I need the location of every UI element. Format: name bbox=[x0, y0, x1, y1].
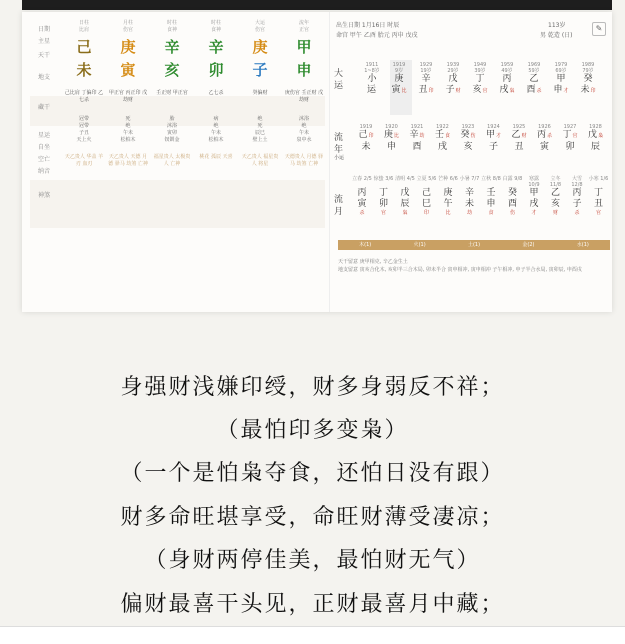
dayun-ten-god: 印 bbox=[590, 88, 596, 94]
dayun-age: 69岁 bbox=[555, 68, 567, 74]
pillar-canggan: 己比肩 丁偏印 乙七杀 bbox=[64, 90, 104, 103]
liuyue-cell[interactable] bbox=[546, 176, 566, 216]
liunian-zhi: 丑 bbox=[514, 142, 524, 152]
liunian-ten-god: 伤 bbox=[470, 133, 476, 139]
liuyue-gan: 甲 bbox=[529, 188, 539, 198]
pillar-xingyun: 死 bbox=[125, 116, 131, 122]
liuyue-ten-god: 杀 bbox=[574, 210, 580, 216]
four-pillars-table bbox=[22, 12, 327, 312]
liunian-gan-char: 甲 bbox=[485, 130, 495, 140]
liuyue-gan: 庚 bbox=[443, 188, 453, 198]
pillar-nayin: 松柏木 bbox=[208, 137, 224, 143]
dayun-age: 1~8岁 bbox=[364, 68, 380, 74]
liunian-label: 流年 bbox=[334, 133, 344, 155]
dayun-zhi-char: 未 bbox=[580, 85, 590, 95]
element-segment[interactable]: 土(1) bbox=[467, 242, 481, 248]
liunian-gan bbox=[354, 130, 378, 142]
pillar-xingyun: 冠带 bbox=[78, 116, 89, 122]
dayun-ten-god: 枭 bbox=[509, 88, 515, 94]
dayun-cell[interactable] bbox=[549, 62, 573, 97]
dayun-ten-god: 财 bbox=[455, 88, 461, 94]
pillar-header: 时柱 bbox=[210, 20, 221, 26]
liuyue-zhi: 卯 bbox=[378, 199, 388, 209]
liunian-ten-god: 官 bbox=[572, 133, 578, 139]
liuyue-gan: 丙 bbox=[572, 188, 582, 198]
pillar-nayin: 泉中水 bbox=[296, 137, 312, 143]
dayun-year: 1911 bbox=[365, 62, 379, 68]
birth-info-header bbox=[330, 12, 613, 46]
row-label-canggan: 藏干 bbox=[38, 104, 51, 111]
note-tiangan bbox=[338, 258, 608, 266]
liuyue-cell[interactable] bbox=[374, 176, 394, 216]
liuyue-cell[interactable] bbox=[589, 176, 609, 216]
dayun-cell[interactable] bbox=[576, 62, 600, 97]
row-label-xingyun: 星运 bbox=[38, 132, 51, 139]
pillar-zizuo: 绝 bbox=[213, 123, 219, 129]
liuyue-ten-god: 食 bbox=[488, 210, 494, 216]
dayun-gan: 丁 bbox=[475, 74, 485, 84]
liuyue-ten-god: 官 bbox=[595, 210, 601, 216]
pillar-shensha: 天乙贵人 华盖 羊刃 血刃 bbox=[64, 154, 104, 167]
note-tiangan-value: 庚甲相克, 辛乙金生土 bbox=[359, 259, 408, 265]
liunian-ten-god: 印 bbox=[368, 133, 374, 139]
pillar-gan: 辛 bbox=[208, 38, 224, 56]
liuyue-ten-god: 财 bbox=[552, 210, 558, 216]
liuyue-zhi: 寅 bbox=[357, 199, 367, 209]
pillar-zhi: 寅 bbox=[120, 61, 136, 79]
liuyue-cell[interactable] bbox=[567, 176, 587, 216]
liuyue-cell[interactable] bbox=[503, 176, 523, 216]
dayun-gan: 戊 bbox=[448, 74, 458, 84]
dayun-zhi-char: 寅 bbox=[391, 85, 401, 95]
row-label-gan: 天干 bbox=[38, 52, 51, 59]
liuyue-date: 清明 4/5 bbox=[395, 176, 415, 182]
pillar-canggan: 甲正官 丙正印 戊劫财 bbox=[108, 90, 148, 103]
pillar-canggan: 乙七杀 bbox=[208, 90, 224, 96]
liunian-zhi: 申 bbox=[386, 142, 396, 152]
pillar-column bbox=[240, 20, 280, 168]
pillar-star: 正官 bbox=[298, 27, 309, 33]
liunian-cell[interactable] bbox=[533, 124, 557, 153]
liunian-year: 1925 bbox=[512, 124, 526, 130]
row-label-nayin: 纳音 bbox=[38, 168, 51, 175]
liunian-gan-char: 丁 bbox=[562, 130, 572, 140]
liuyue-gan: 丙 bbox=[357, 188, 367, 198]
liunian-cell[interactable] bbox=[507, 124, 531, 153]
liunian-zhi: 亥 bbox=[463, 142, 473, 152]
liuyue-cell[interactable] bbox=[417, 176, 437, 216]
pillar-header: 月柱 bbox=[122, 20, 133, 26]
liunian-year: 1924 bbox=[487, 124, 500, 130]
dayun-cell[interactable] bbox=[468, 62, 492, 97]
liuyue-cell[interactable] bbox=[524, 176, 544, 216]
liuyue-ten-god: 枭 bbox=[402, 210, 408, 216]
pillar-gan: 己 bbox=[76, 38, 92, 56]
pillar-column bbox=[108, 20, 148, 168]
liuyue-ten-god: 劫 bbox=[466, 210, 472, 216]
liunian-gan bbox=[482, 130, 506, 142]
dayun-ten-god: 印 bbox=[428, 88, 434, 94]
liuyue-gan: 乙 bbox=[550, 188, 560, 198]
pillar-kongwang: 午未 bbox=[210, 130, 221, 136]
liuyue-date: 立秋 8/8 bbox=[481, 176, 501, 182]
liuyue-date: 寒露 10/9 bbox=[528, 176, 540, 188]
dayun-zhi-char: 酉 bbox=[526, 85, 536, 95]
pillar-kongwang: 寅卯 bbox=[166, 130, 177, 136]
liuyue-cell[interactable] bbox=[438, 176, 458, 216]
pillar-zizuo: 绝 bbox=[301, 123, 307, 129]
dayun-zhi-char: 子 bbox=[445, 85, 455, 95]
liunian-cell[interactable] bbox=[354, 124, 378, 153]
pillar-star: 食神 bbox=[210, 27, 221, 33]
gender-text: 男 乾造 (日) bbox=[540, 32, 573, 39]
liunian-year: 1926 bbox=[538, 124, 551, 130]
pillar-zizuo: 冠带 bbox=[78, 123, 89, 129]
poem-line-2: （最怕印多变枭） bbox=[216, 418, 409, 443]
poem-line-3: （一个是怕枭夺食，还怕日没有跟） bbox=[120, 461, 505, 486]
liuyue-ten-god: 杀 bbox=[359, 210, 365, 216]
liuyue-zhi: 未 bbox=[464, 199, 474, 209]
dayun-age: 59岁 bbox=[528, 68, 540, 74]
row-label-zizuo: 自坐 bbox=[38, 144, 51, 151]
pillar-gan: 庚 bbox=[120, 38, 136, 56]
pillar-header: 流年 bbox=[298, 20, 309, 26]
pillar-shensha: 天德贵人 月德 驿马 劫煞 亡神 bbox=[284, 154, 324, 167]
liunian-gan bbox=[558, 130, 582, 142]
dayun-age: 29岁 bbox=[447, 68, 459, 74]
window-top-bar bbox=[22, 0, 612, 10]
dayun-zhi bbox=[549, 85, 573, 97]
dayun-year: 1919 bbox=[392, 62, 406, 68]
dayun-age: 49岁 bbox=[501, 68, 513, 74]
pillar-canggan: 庚伤官 壬正财 戊劫财 bbox=[284, 90, 324, 103]
dayun-age: 19岁 bbox=[420, 68, 432, 74]
liunian-ten-god: 劫 bbox=[419, 133, 425, 139]
dayun-ten-god: 才 bbox=[563, 88, 569, 94]
element-segment[interactable]: 木(1) bbox=[359, 242, 372, 248]
liunian-ten-god: 财 bbox=[521, 133, 527, 139]
pillar-xingyun: 胎 bbox=[169, 116, 175, 122]
element-segment[interactable]: 水(1) bbox=[576, 242, 589, 248]
liuyue-ten-god: 印 bbox=[423, 210, 429, 216]
dayun-age: 9岁 bbox=[394, 68, 404, 74]
poem-line-6: 偏财最喜干头见，正财最喜月中藏； bbox=[120, 592, 505, 617]
dayun-zhi bbox=[387, 85, 411, 97]
liuyue-cell[interactable] bbox=[481, 176, 501, 216]
liunian-cell[interactable] bbox=[558, 124, 582, 153]
liuyue-date: 大雪 12/8 bbox=[571, 176, 583, 188]
row-label-zhi: 地支 bbox=[38, 74, 51, 81]
dayun-year: 1929 bbox=[419, 62, 433, 68]
liunian-gan bbox=[533, 130, 557, 142]
note-tiangan-key: 天干留意 bbox=[338, 259, 359, 265]
pillar-zizuo: 绝 bbox=[125, 123, 131, 129]
note-dizhi-key: 地支留意 bbox=[338, 267, 359, 273]
liunian-cell[interactable] bbox=[405, 124, 429, 153]
dayun-zhi bbox=[441, 85, 465, 97]
element-segment[interactable]: 火(1) bbox=[413, 242, 426, 248]
liunian-zhi: 辰 bbox=[590, 142, 600, 152]
dayun-year: 1989 bbox=[581, 62, 595, 68]
pillar-star: 伤官 bbox=[254, 27, 265, 33]
pillar-star: 食神 bbox=[166, 27, 177, 33]
edit-icon[interactable]: ✎ bbox=[592, 22, 606, 36]
dayun-zhi bbox=[360, 85, 384, 97]
liuyue-ten-god: 官 bbox=[380, 210, 386, 216]
liuyue-gan: 戊 bbox=[400, 188, 410, 198]
dayun-cell[interactable] bbox=[495, 62, 519, 97]
pillar-star: 伤官 bbox=[122, 27, 133, 33]
liuyue-gan: 己 bbox=[421, 188, 431, 198]
dayun-gan: 小 bbox=[367, 74, 377, 84]
poem-line-5: （身财两停佳美，最怕财无气） bbox=[144, 548, 481, 573]
dayun-age: 39岁 bbox=[474, 68, 486, 74]
liuyue-zhi: 酉 bbox=[507, 199, 517, 209]
liunian-ten-god: 比 bbox=[394, 133, 400, 139]
pillar-xingyun: 病 bbox=[213, 116, 219, 122]
liunian-gan-char: 庚 bbox=[383, 130, 393, 140]
pillar-zhi: 子 bbox=[252, 61, 268, 79]
pillar-shensha: 福星贵人 太极贵人 亡神 bbox=[153, 154, 191, 167]
row-label-star: 主星 bbox=[38, 38, 51, 45]
liunian-year: 1919 bbox=[359, 124, 373, 130]
dayun-cell[interactable] bbox=[414, 62, 438, 97]
dayun-zhi bbox=[495, 85, 519, 97]
liuyue-date: 惊蛰 3/6 bbox=[373, 176, 394, 182]
dayun-zhi-char: 戌 bbox=[499, 85, 509, 95]
liuyue-gan: 壬 bbox=[486, 188, 496, 198]
pillar-shensha: 天乙贵人 天德 月德 驿马 劫煞 亡神 bbox=[108, 154, 148, 167]
pillar-canggan: 壬正财 甲正官 bbox=[156, 90, 188, 96]
liunian-ten-god: 枭 bbox=[598, 133, 604, 139]
dayun-gan: 庚 bbox=[394, 74, 404, 84]
liuyue-date: 立夏 5/6 bbox=[416, 176, 437, 182]
pillar-column bbox=[284, 20, 324, 168]
dayun-zhi-char: 申 bbox=[553, 85, 563, 95]
dayun-gan: 癸 bbox=[583, 74, 593, 84]
dayun-zhi bbox=[414, 85, 438, 97]
liunian-year: 1921 bbox=[410, 124, 424, 130]
liuyue-zhi: 丑 bbox=[593, 199, 603, 209]
liuyue-zhi: 戌 bbox=[529, 199, 539, 209]
liunian-zhi: 酉 bbox=[412, 142, 422, 152]
liuyue-label: 流月 bbox=[334, 195, 344, 217]
liunian-year: 1922 bbox=[436, 124, 449, 130]
pillar-nayin: 钗钏金 bbox=[164, 137, 180, 143]
pillar-kongwang: 辰巳 bbox=[254, 130, 265, 136]
liunian-gan bbox=[584, 130, 608, 142]
pillar-column bbox=[152, 20, 192, 168]
liunian-zhi: 未 bbox=[361, 142, 371, 152]
pillar-zizuo: 死 bbox=[257, 123, 263, 129]
liuyue-zhi: 申 bbox=[486, 199, 496, 209]
pillar-header: 时柱 bbox=[166, 20, 177, 26]
dayun-gan: 辛 bbox=[421, 74, 431, 84]
poem-line-1: 身强财浅嫌印绶，财多身弱反不祥； bbox=[120, 375, 505, 400]
pillar-nayin: 壁上土 bbox=[252, 137, 268, 143]
shensha-band bbox=[30, 180, 325, 228]
liuyue-ten-god: 伤 bbox=[509, 210, 515, 216]
pillar-zizuo: 沐浴 bbox=[166, 123, 177, 129]
liuyue-gan: 辛 bbox=[464, 188, 474, 198]
pillar-zhi: 未 bbox=[76, 61, 92, 79]
dayun-ten-god: 杀 bbox=[536, 88, 542, 94]
liuyue-date: 立春 2/5 bbox=[352, 176, 372, 182]
liunian-year: 1920 bbox=[385, 124, 398, 130]
five-elements-bar bbox=[338, 240, 610, 250]
dayun-year: 1959 bbox=[500, 62, 514, 68]
dayun-year: 1939 bbox=[446, 62, 460, 68]
dayun-gan: 甲 bbox=[556, 74, 566, 84]
dayun-year: 1969 bbox=[527, 62, 541, 68]
liuyue-date: 白露 9/8 bbox=[502, 176, 523, 182]
pillar-nayin: 天上火 bbox=[76, 137, 92, 143]
pillar-gan: 庚 bbox=[252, 38, 268, 56]
liuyue-cell[interactable] bbox=[460, 176, 480, 216]
birth-info-line1: 出生日期 1月16日 时辰 bbox=[336, 22, 400, 29]
pillar-kongwang: 午未 bbox=[122, 130, 133, 136]
pillar-gan: 辛 bbox=[164, 38, 180, 56]
liuyue-gan: 丁 bbox=[378, 188, 388, 198]
liunian-gan-char: 癸 bbox=[460, 130, 470, 140]
bazi-chart-panel bbox=[22, 12, 612, 312]
liunian-gan bbox=[507, 130, 531, 142]
liunian-cell[interactable] bbox=[431, 124, 455, 153]
dayun-year: 1979 bbox=[554, 62, 568, 68]
pillar-column bbox=[64, 20, 104, 168]
element-segment[interactable]: 金(2) bbox=[522, 242, 535, 248]
pillar-gan: 甲 bbox=[296, 38, 312, 56]
luck-pillars-panel bbox=[329, 12, 613, 312]
liuyue-ten-god: 比 bbox=[445, 210, 451, 216]
liunian-cell[interactable] bbox=[380, 124, 404, 153]
liunian-year: 1928 bbox=[589, 124, 602, 130]
dayun-cell[interactable] bbox=[360, 62, 384, 97]
pillar-nayin: 松柏木 bbox=[120, 137, 136, 143]
liuyue-cell[interactable] bbox=[395, 176, 415, 216]
dayun-gan: 乙 bbox=[529, 74, 539, 84]
liunian-gan bbox=[405, 130, 429, 142]
note-dizhi-value: 寅亥合化木, 亥卯半三合木局, 卯未半合 寅申相冲, 寅申相冲 子午相冲, 申子半合水局, 寅卯辰, 申酉戌 bbox=[359, 267, 582, 273]
note-dizhi bbox=[338, 266, 608, 274]
liuyue-date: 立冬 11/8 bbox=[549, 176, 562, 188]
liunian-gan-char: 乙 bbox=[511, 130, 521, 140]
liuyue-zhi: 午 bbox=[443, 199, 453, 209]
row-label-shensha: 神煞 bbox=[38, 192, 51, 199]
dayun-gan: 丙 bbox=[502, 74, 512, 84]
liunian-year: 1923 bbox=[461, 124, 475, 130]
liuyue-ten-god: 才 bbox=[531, 210, 537, 216]
dayun-zhi bbox=[468, 85, 492, 97]
liuyue-date: 小寒 1/6 bbox=[588, 176, 609, 182]
dayun-zhi-char: 丑 bbox=[418, 85, 428, 95]
liunian-cell[interactable] bbox=[482, 124, 506, 153]
liunian-ten-god: 才 bbox=[496, 133, 502, 139]
pillar-xingyun: 沐浴 bbox=[298, 116, 309, 122]
liuyue-zhi: 巳 bbox=[421, 199, 431, 209]
bottom-bar bbox=[0, 626, 625, 644]
dayun-zhi bbox=[576, 85, 600, 97]
liuyue-cell[interactable] bbox=[352, 176, 372, 216]
row-label-date: 日期 bbox=[38, 26, 51, 33]
pillar-zhi: 亥 bbox=[164, 61, 180, 79]
liuyue-date: 芒种 6/6 bbox=[438, 176, 458, 182]
dayun-zhi bbox=[522, 85, 546, 97]
liunian-zhi: 子 bbox=[488, 142, 498, 152]
liunian-gan bbox=[431, 130, 455, 142]
liunian-gan-char: 戊 bbox=[587, 130, 597, 140]
pillar-zhi: 申 bbox=[296, 61, 312, 79]
row-label-kongwang: 空亡 bbox=[38, 156, 51, 163]
liunian-cell[interactable] bbox=[584, 124, 608, 153]
liunian-gan-char: 己 bbox=[358, 130, 368, 140]
birth-info-line2: 命宫 甲午 乙酉 胎元 丙申 戊戌 bbox=[336, 32, 418, 39]
liunian-gan bbox=[380, 130, 404, 142]
dayun-cell[interactable] bbox=[522, 62, 546, 97]
liunian-gan-char: 辛 bbox=[409, 130, 419, 140]
pillar-star: 比肩 bbox=[78, 27, 89, 33]
liunian-year: 1927 bbox=[563, 124, 577, 130]
age-text: 113岁 bbox=[548, 22, 566, 29]
dayun-year: 1949 bbox=[473, 62, 487, 68]
liunian-sub-label: 小运 bbox=[334, 155, 345, 161]
liunian-ten-god: 食 bbox=[445, 133, 451, 139]
liuyue-gan: 癸 bbox=[507, 188, 517, 198]
liunian-gan bbox=[456, 130, 480, 142]
pillar-canggan: 癸偏财 bbox=[252, 90, 268, 96]
pillar-header: 大运 bbox=[254, 20, 265, 26]
dayun-cell[interactable] bbox=[441, 62, 465, 97]
pillar-zhi: 卯 bbox=[208, 61, 224, 79]
pillar-column bbox=[196, 20, 236, 161]
liunian-zhi: 卯 bbox=[565, 142, 575, 152]
dayun-ten-god: 比 bbox=[401, 88, 407, 94]
pillar-header: 日柱 bbox=[78, 20, 89, 26]
dayun-zhi-char: 亥 bbox=[472, 85, 482, 95]
notes bbox=[338, 258, 608, 274]
liunian-zhi: 戌 bbox=[437, 142, 447, 152]
liuyue-zhi: 亥 bbox=[550, 199, 560, 209]
pillar-kongwang: 午未 bbox=[298, 130, 309, 136]
liunian-gan-char: 壬 bbox=[434, 130, 444, 140]
dayun-age: 79岁 bbox=[582, 68, 594, 74]
liunian-ten-god: 杀 bbox=[547, 133, 553, 139]
dayun-label: 大运 bbox=[334, 69, 344, 91]
liuyue-zhi: 子 bbox=[572, 199, 582, 209]
liuyue-gan: 丁 bbox=[593, 188, 603, 198]
liunian-gan-char: 丙 bbox=[536, 130, 546, 140]
dayun-zhi-char: 运 bbox=[366, 85, 376, 95]
dayun-cell[interactable] bbox=[387, 62, 411, 97]
liuyue-date: 小暑 7/7 bbox=[459, 176, 480, 182]
pillar-shensha: 桃花 孤辰 天喜 bbox=[199, 154, 233, 160]
pillar-kongwang: 子丑 bbox=[78, 130, 89, 136]
liuyue-zhi: 辰 bbox=[400, 199, 410, 209]
liunian-zhi: 寅 bbox=[539, 142, 549, 152]
poem-line-4: 财多命旺堪享受，命旺财薄受凄凉； bbox=[120, 505, 505, 530]
liunian-cell[interactable] bbox=[456, 124, 480, 153]
pillar-xingyun: 绝 bbox=[257, 116, 263, 122]
pillar-shensha: 天乙贵人 福星贵人 将星 bbox=[241, 154, 279, 167]
dayun-ten-god: 官 bbox=[482, 88, 488, 94]
